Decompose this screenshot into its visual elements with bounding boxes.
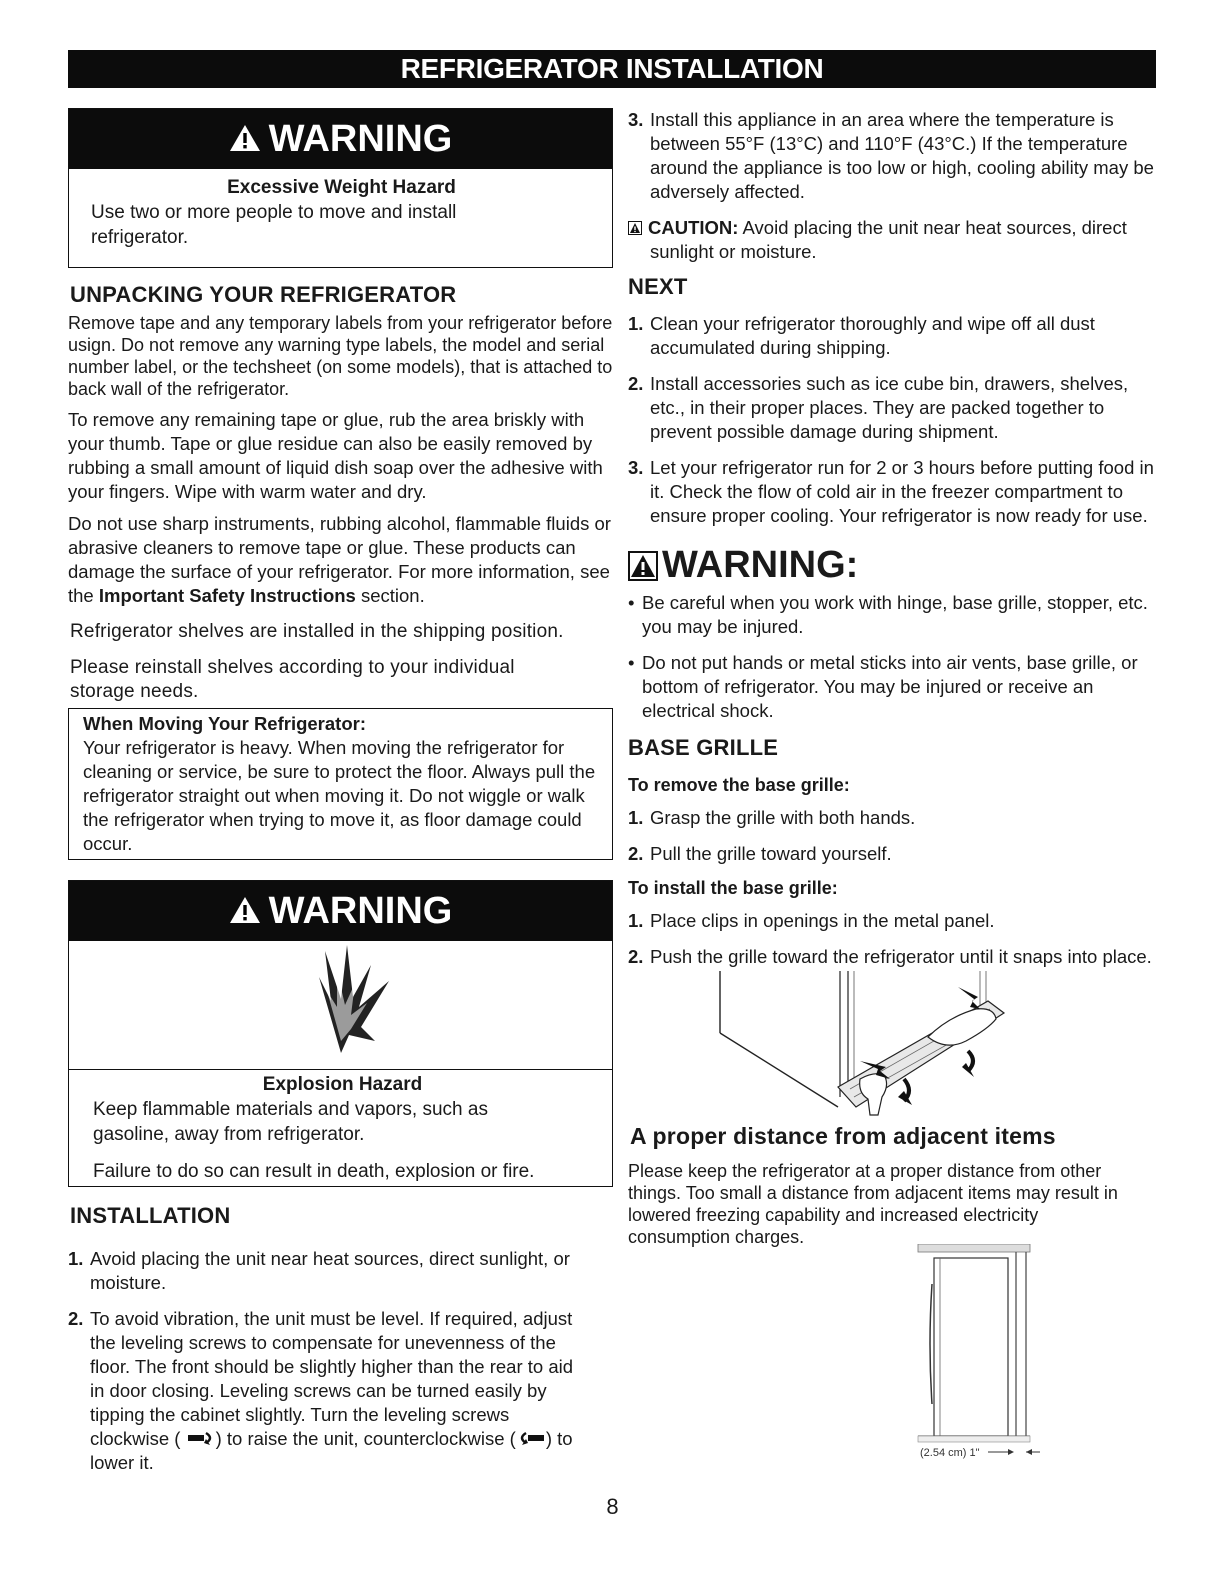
hazard-title: Explosion Hazard xyxy=(262,1074,423,1095)
left-column xyxy=(68,108,613,1487)
unpacking-paragraph: Remove tape and any temporary labels from your refrigerator before usign. Do not remove any warning type labels, the model and serial number label, or the techsheet (on some models), that is attached to back wall of the refrigerator. xyxy=(68,313,613,399)
base-grille-illustration xyxy=(628,967,1156,1117)
right-column xyxy=(628,108,1156,1464)
unpacking-paragraph: Refrigerator shelves are installed in the shipping position. xyxy=(70,621,564,642)
hazard-text: Failure to do so can result in death, explosion or fire. xyxy=(93,1161,535,1182)
caution-icon xyxy=(628,221,642,235)
list-item: 3. Install this appliance in an area where the temperature is between 55°F (13°C) and 110°F (43°C.) If the temperature around the appliance is too low or high, cooling ability may be adversely affected. xyxy=(628,109,1154,202)
distance-text: Please keep the refrigerator at a proper distance from other things. Too small a distance from adjacent items may result in lowered freezing capability and increased electricity consumption charges. xyxy=(628,1161,1118,1247)
installation-heading: INSTALLATION xyxy=(70,1203,231,1228)
warning-header xyxy=(69,109,612,169)
unpacking-heading: UNPACKING YOUR REFRIGERATOR xyxy=(70,282,457,307)
installation-steps xyxy=(68,1247,613,1475)
hazard-text: Keep flammable materials and vapors, such as gasoline, away from refrigerator. xyxy=(93,1099,488,1145)
warning-triangle-icon xyxy=(229,896,261,924)
list-item: 2. To avoid vibration, the unit must be level. If required, adjust the leveling screws to compensate for unevenness of the floor. The front should be slightly higher than the rear to aid in door closing. Leveling screws can be turned easily by tipping the cabinet slightly. Turn the leveling screws clockwise ( ) to raise the unit, counterclockwise ( ) to lower it. xyxy=(68,1308,574,1473)
explosion-warning-box xyxy=(68,880,613,1187)
clockwise-arrow-icon xyxy=(186,1429,216,1447)
warning-label: WARNING xyxy=(268,890,453,932)
list-item: 2. Install accessories such as ice cube bin, drawers, shelves, etc., in their proper places. They are packed together to prevent possible damage during shipment. xyxy=(628,373,1129,442)
warning-label: WARNING xyxy=(268,118,453,160)
next-heading: NEXT xyxy=(628,274,688,299)
hazard-title: Excessive Weight Hazard xyxy=(227,177,456,198)
next-steps xyxy=(628,312,1156,528)
list-item: 2. Push the grille toward the refrigerator until it snaps into place. xyxy=(628,946,1152,967)
unpacking-paragraph: Please reinstall shelves according to your individual storage needs. xyxy=(70,657,515,702)
installation-steps-continued xyxy=(628,108,1156,204)
explosion-icon xyxy=(271,941,411,1061)
weight-warning-box xyxy=(68,108,613,268)
moving-heading: When Moving Your Refrigerator: xyxy=(83,713,366,734)
list-item: 1. Grasp the grille with both hands. xyxy=(628,807,916,828)
list-item: 2. Pull the grille toward yourself. xyxy=(628,843,892,864)
list-item: 3. Let your refrigerator run for 2 or 3 hours before putting food in it. Check the flow of cold air in the freezer compartment to ensure proper cooling. Your refrigerator is now ready for use. xyxy=(628,457,1154,526)
dimension-label: (2.54 cm) 1" xyxy=(920,1447,980,1459)
warning-heading: WARNING: xyxy=(628,544,1156,587)
hazard-text: Use two or more people to move and install refrigerator. xyxy=(91,202,457,248)
install-grille-heading: To install the base grille: xyxy=(628,878,838,898)
moving-text: Your refrigerator is heavy. When moving the refrigerator for cleaning or service, be sure to protect the floor. Always pull the refrigerator straight out when moving it. Do not wiggle or walk the refrigerator when trying to move it, as floor damage could occur. xyxy=(83,737,596,854)
list-item: 1. Place clips in openings in the metal panel. xyxy=(628,910,995,931)
remove-grille-steps xyxy=(628,806,1156,866)
unpacking-paragraph: Do not use sharp instruments, rubbing alcohol, flammable fluids or abrasive cleaners to remove tape or glue. These products can damage the surface of your refrigerator. For more information, see the Important Safety Instructions section. xyxy=(68,513,611,606)
remove-grille-heading: To remove the base grille: xyxy=(628,775,850,795)
list-item: 1. Avoid placing the unit near heat sources, direct sunlight, or moisture. xyxy=(68,1248,570,1293)
warning-icon xyxy=(628,551,658,581)
page-number: 8 xyxy=(606,1494,619,1519)
warning-bullets xyxy=(628,591,1156,723)
list-item: • Do not put hands or metal sticks into air vents, base grille, or bottom of refrigerator. You may be injured or receive an electrical shock. xyxy=(628,652,1138,721)
unpacking-paragraph: To remove any remaining tape or glue, rub the area briskly with your thumb. Tape or glue residue can also be easily removed by rubbing a small amount of liquid dish soap over the adhesive with your fingers. Wipe with warm water and dry. xyxy=(68,409,603,502)
list-item: 1. Clean your refrigerator thoroughly and wipe off all dust accumulated during shipping. xyxy=(628,313,1095,358)
counterclockwise-arrow-icon xyxy=(516,1429,546,1447)
caution-note: CAUTION: Avoid placing the unit near heat sources, direct sunlight or moisture. xyxy=(628,216,1156,264)
safety-instructions-ref: Important Safety Instructions xyxy=(98,585,356,606)
caution-label: CAUTION: xyxy=(648,217,739,238)
base-grille-heading: BASE GRILLE xyxy=(628,735,779,760)
install-grille-steps xyxy=(628,909,1156,969)
clearance-illustration xyxy=(628,1244,1156,1464)
list-item: • Be careful when you work with hinge, base grille, stopper, etc. you may be injured. xyxy=(628,592,1148,637)
page-banner: REFRIGERATOR INSTALLATION xyxy=(68,50,1156,88)
distance-heading: A proper distance from adjacent items xyxy=(630,1123,1056,1149)
warning-triangle-icon xyxy=(229,124,261,152)
moving-note-box xyxy=(68,708,613,860)
warning-header xyxy=(69,881,612,941)
